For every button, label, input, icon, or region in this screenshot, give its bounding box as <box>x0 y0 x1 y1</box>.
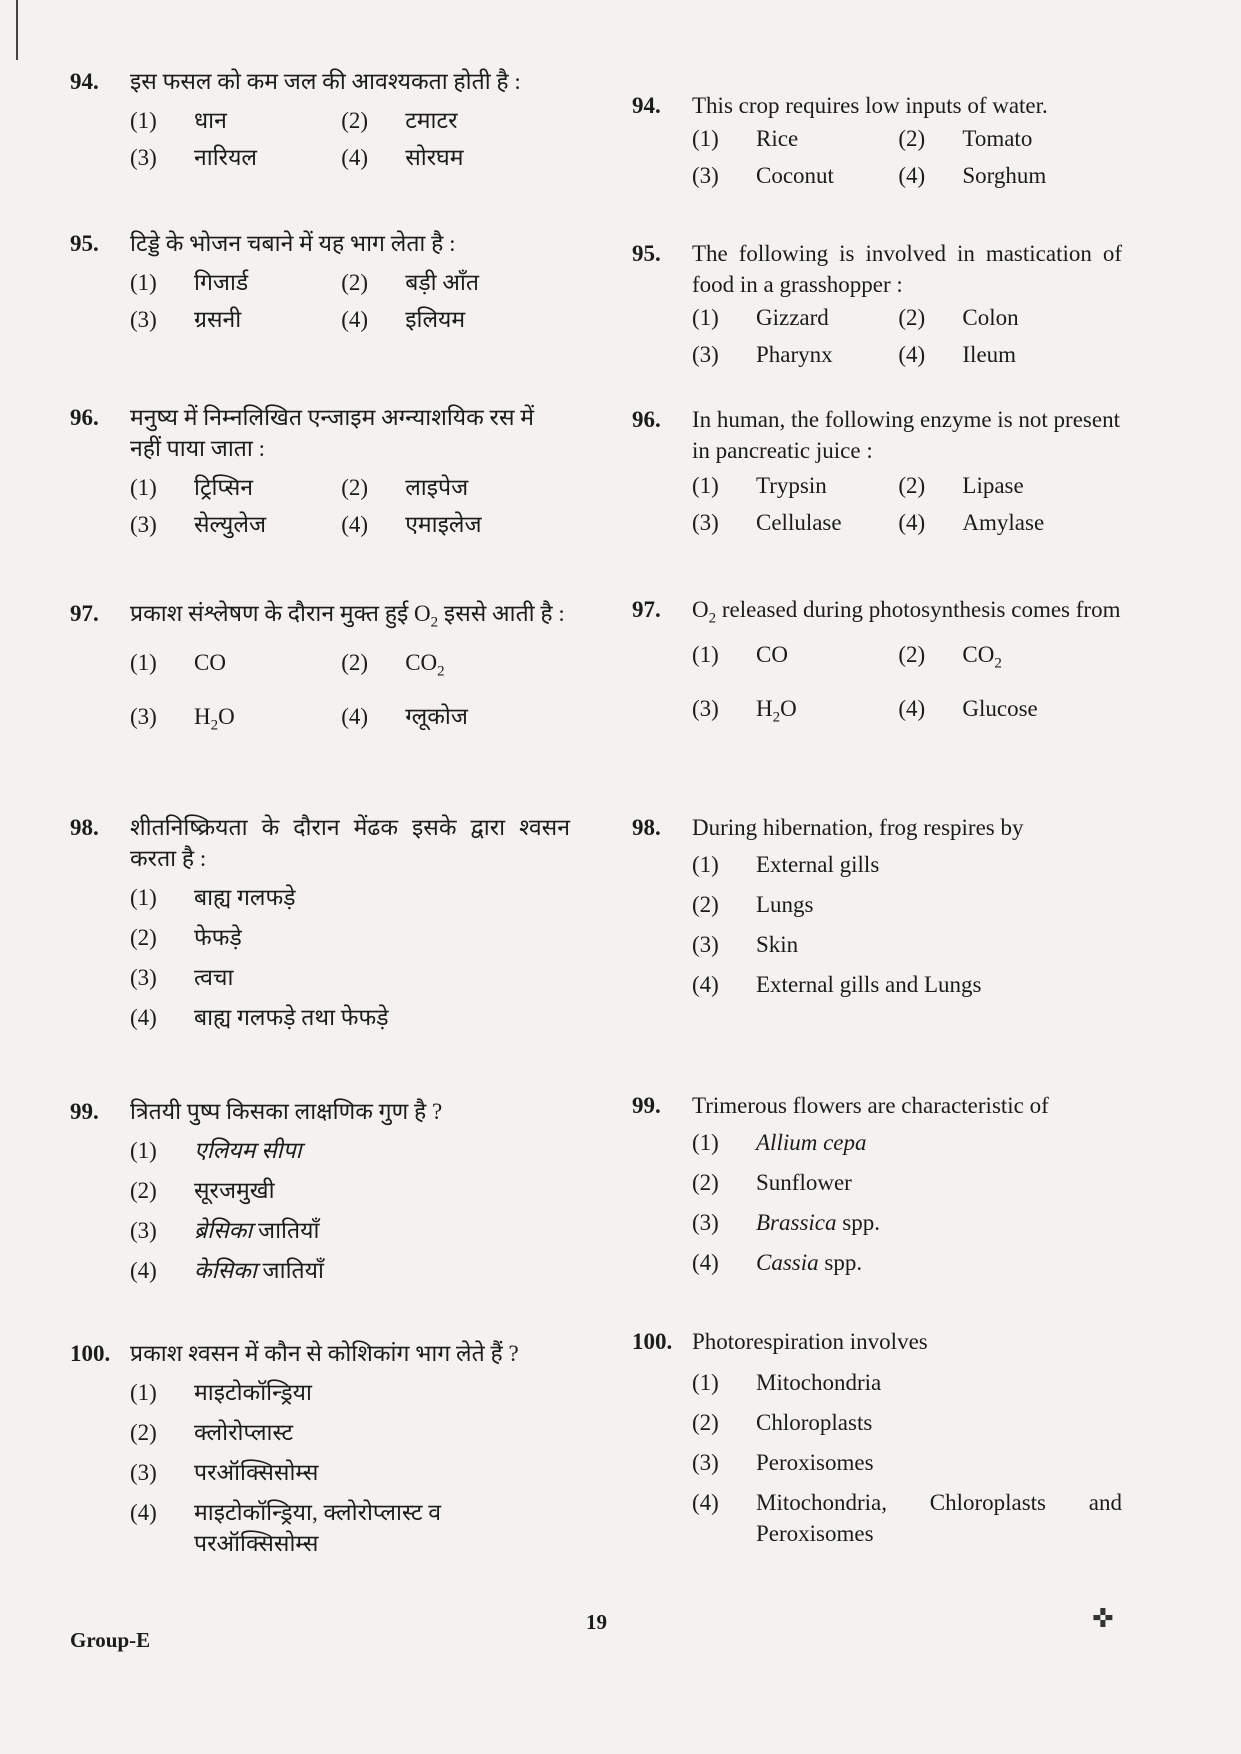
option-text <box>756 1247 862 1278</box>
options <box>692 639 1122 734</box>
option-label: (4) <box>692 1490 719 1515</box>
option-2[interactable] <box>898 639 1122 680</box>
option-text: Allium cepa <box>756 1130 867 1155</box>
option-1[interactable] <box>130 105 341 136</box>
option-text: Rice <box>756 126 799 151</box>
option-2[interactable] <box>130 1175 570 1206</box>
option-3[interactable] <box>130 509 341 540</box>
question-text: The following is involved in mastication of food in a grasshopper : <box>692 241 1122 297</box>
question-94-english <box>632 90 1122 191</box>
option-1[interactable] <box>130 1377 570 1408</box>
option-3[interactable] <box>130 701 341 742</box>
option-4[interactable] <box>692 1487 1122 1549</box>
option-3[interactable] <box>130 1215 570 1246</box>
option-2[interactable] <box>898 470 1122 501</box>
option-text: ट्रिप्सिन <box>194 475 254 500</box>
option-text: Amylase <box>962 510 1045 535</box>
option-label: (3) <box>130 1218 157 1243</box>
option-label: (2) <box>130 1420 157 1445</box>
subscript: 2 <box>772 709 781 726</box>
option-1[interactable] <box>692 1367 1122 1398</box>
option-2[interactable] <box>130 922 570 953</box>
option-label: (1) <box>130 885 157 910</box>
option-2[interactable] <box>898 302 1122 333</box>
option-text: Colon <box>962 305 1019 330</box>
option-text: ग्लूकोज <box>405 704 468 730</box>
option-label: (1) <box>130 108 157 133</box>
option-text: परऑक्सिसोम्स <box>194 1460 319 1485</box>
option-label: (2) <box>341 649 369 675</box>
subscript: 2 <box>210 717 219 734</box>
option-2[interactable] <box>898 123 1122 154</box>
option-text: फेफड़े <box>194 925 242 950</box>
question-95-hindi <box>70 228 570 335</box>
option-1[interactable] <box>692 470 898 501</box>
option-3[interactable] <box>692 1207 1122 1238</box>
option-text: माइटोकॉन्ड्रिया <box>194 1380 312 1405</box>
question-number: 99. <box>632 1093 661 1118</box>
option-text: External gills <box>756 852 880 877</box>
question-number: 96. <box>632 407 661 432</box>
subscript: 2 <box>430 614 439 631</box>
option-label: (2) <box>692 892 719 917</box>
question-number: 95. <box>632 241 661 266</box>
option-1[interactable] <box>130 1135 570 1166</box>
option-text: Sorghum <box>962 163 1047 188</box>
option-2[interactable] <box>341 647 570 688</box>
option-1[interactable] <box>692 123 898 154</box>
option-4[interactable] <box>341 509 570 540</box>
question-text: त्रितयी पुष्प किसका लाक्षणिक गुण है ? <box>130 1099 443 1124</box>
option-text: Mitochondria, Chloroplasts and Peroxisomes <box>756 1490 1122 1546</box>
question-text: टिड्डे के भोजन चबाने में यह भाग लेता है : <box>130 231 456 256</box>
option-text: गिजार्ड <box>194 270 249 295</box>
question-number: 100. <box>632 1329 673 1354</box>
option-label: (3) <box>692 932 719 957</box>
formula-part: O <box>780 696 797 722</box>
options <box>130 267 570 335</box>
option-text: सेल्युलेज <box>194 512 267 537</box>
option-text: सूरजमुखी <box>194 1178 275 1203</box>
question-98-english <box>632 812 1122 1009</box>
genus-name: Cassia <box>756 1250 819 1275</box>
option-1[interactable] <box>130 882 570 913</box>
question-95-english <box>632 238 1122 370</box>
option-text: Gizzard <box>756 305 829 330</box>
option-label: (3) <box>692 163 719 188</box>
question-text: During hibernation, frog respires by <box>692 815 1024 840</box>
options <box>130 472 570 540</box>
subscript: 2 <box>708 610 717 627</box>
question-94-hindi <box>70 66 570 173</box>
option-text: त्वचा <box>194 965 234 990</box>
option-1[interactable] <box>130 267 341 298</box>
option-4[interactable] <box>341 142 570 173</box>
option-label: (3) <box>130 512 157 537</box>
option-4[interactable] <box>341 701 570 742</box>
option-label: (3) <box>692 1450 719 1475</box>
options <box>692 1127 1122 1278</box>
formula-part: O <box>218 704 235 730</box>
option-label: (2) <box>341 475 369 500</box>
option-text: क्लोरोप्लास्ट <box>194 1420 294 1445</box>
option-text: Pharynx <box>756 342 833 367</box>
question-text: Trimerous flowers are characteristic of <box>692 1093 1049 1118</box>
option-label: (2) <box>692 1410 719 1435</box>
option-text: Cellulase <box>756 510 842 535</box>
options <box>692 1367 1122 1549</box>
option-text: बाह्य गलफड़े <box>194 885 296 910</box>
option-label: (4) <box>692 1250 719 1275</box>
option-text: Lipase <box>962 473 1024 498</box>
question-text: Photorespiration involves <box>692 1329 928 1354</box>
question-text: मनुष्य में निम्नलिखित एन्जाइम अग्न्याशयिक रस में नहीं पाया जाता : <box>130 405 535 461</box>
option-label: (2) <box>341 108 369 133</box>
question-number: 98. <box>70 815 99 840</box>
option-4[interactable] <box>692 1247 1122 1278</box>
option-4[interactable] <box>130 1255 570 1286</box>
question-98-hindi <box>70 812 570 1042</box>
genus-name: केसिका <box>194 1258 257 1283</box>
option-label: (3) <box>130 704 157 730</box>
option-1[interactable] <box>130 472 341 503</box>
option-text: इलियम <box>405 307 466 332</box>
option-text: एलियम सीपा <box>194 1138 302 1163</box>
question-100-english <box>632 1326 1122 1558</box>
option-3[interactable] <box>692 929 1122 960</box>
subscript: 2 <box>994 655 1002 672</box>
subscript: 2 <box>437 663 445 680</box>
question-96-english <box>632 404 1122 538</box>
option-2[interactable] <box>341 105 570 136</box>
option-text <box>194 701 235 742</box>
group-label: Group-E <box>70 1628 151 1652</box>
plus-cross-icon: ✜ <box>1092 1604 1114 1633</box>
option-label: (2) <box>130 1178 157 1203</box>
option-text-rest: spp. <box>818 1250 863 1275</box>
option-4[interactable] <box>341 304 570 335</box>
option-text: टमाटर <box>405 108 458 133</box>
option-text <box>756 1207 880 1238</box>
question-text-part: released during photosynthesis comes from <box>716 597 1121 622</box>
option-text: Tomato <box>962 126 1033 151</box>
option-1[interactable] <box>130 647 341 688</box>
option-text: Skin <box>756 932 799 957</box>
option-text <box>962 639 1001 680</box>
options <box>130 1135 570 1286</box>
option-3[interactable] <box>130 142 341 173</box>
option-label: (1) <box>130 270 157 295</box>
options <box>130 882 570 1033</box>
option-label: (3) <box>130 145 157 170</box>
option-label: (1) <box>130 475 157 500</box>
option-label: (4) <box>341 307 369 332</box>
question-text-part: प्रकाश संश्लेषण के दौरान मुक्त हुई O <box>130 601 431 626</box>
option-label: (4) <box>130 1258 157 1283</box>
option-label: (2) <box>130 925 157 950</box>
option-label: (1) <box>130 649 157 675</box>
option-text: External gills and Lungs <box>756 972 982 997</box>
option-3[interactable] <box>692 160 898 191</box>
options <box>130 647 570 742</box>
formula-part: H <box>756 696 773 722</box>
option-label: (1) <box>692 1130 719 1155</box>
question-number: 97. <box>632 597 661 622</box>
option-4[interactable] <box>898 507 1122 538</box>
option-text: Peroxisomes <box>756 1450 874 1475</box>
option-text: CO <box>194 649 226 675</box>
question-97-hindi <box>70 598 570 742</box>
option-text: Glucose <box>962 696 1038 722</box>
option-3[interactable] <box>130 962 570 993</box>
option-2[interactable] <box>692 1407 1122 1438</box>
question-number: 97. <box>70 601 99 626</box>
option-text: लाइपेज <box>405 475 469 500</box>
question-text: शीतनिष्क्रियता के दौरान मेंढक इसके द्वारा श्वसन करता है : <box>130 815 570 871</box>
option-text <box>756 693 797 734</box>
option-label: (4) <box>130 1005 157 1030</box>
question-96-hindi <box>70 402 570 540</box>
question-text-part: O <box>692 597 709 622</box>
question-number: 95. <box>70 231 99 256</box>
option-label: (4) <box>898 510 926 535</box>
options <box>692 470 1122 538</box>
option-text: नारियल <box>194 145 258 170</box>
question-text: इस फसल को कम जल की आवश्यकता होती है : <box>130 69 521 94</box>
option-1[interactable] <box>692 639 898 680</box>
question-text-part: इससे आती है : <box>438 601 565 626</box>
option-text: Chloroplasts <box>756 1410 873 1435</box>
option-3[interactable] <box>130 304 341 335</box>
option-text: सोरघम <box>405 145 464 170</box>
page-number: 19 <box>586 1610 607 1634</box>
option-label: (3) <box>130 307 157 332</box>
question-number: 94. <box>632 93 661 118</box>
option-text: CO <box>756 641 788 667</box>
option-label: (2) <box>898 126 926 151</box>
option-text: Ileum <box>962 342 1017 367</box>
option-label: (4) <box>898 696 926 722</box>
question-text <box>130 598 570 639</box>
option-text: बड़ी आँत <box>405 270 479 295</box>
option-text: धान <box>194 108 227 133</box>
option-text: Mitochondria <box>756 1370 882 1395</box>
options <box>130 105 570 173</box>
option-label: (4) <box>898 342 926 367</box>
option-2[interactable] <box>692 889 1122 920</box>
question-text: This crop requires low inputs of water. <box>692 93 1048 118</box>
option-label: (2) <box>898 305 926 330</box>
option-2[interactable] <box>341 472 570 503</box>
option-label: (1) <box>130 1138 157 1163</box>
option-3[interactable] <box>692 693 898 734</box>
option-text: एमाइलेज <box>405 512 482 537</box>
option-text: ग्रसनी <box>194 307 242 332</box>
genus-name: ब्रेसिका <box>194 1218 253 1243</box>
option-label: (3) <box>692 696 719 722</box>
option-text-rest: जातियाँ <box>256 1258 324 1283</box>
option-label: (1) <box>692 126 719 151</box>
option-label: (4) <box>341 512 369 537</box>
question-number: 96. <box>70 405 99 430</box>
question-number: 94. <box>70 69 99 94</box>
option-text: माइटोकॉन्ड्रिया, क्लोरोप्लास्ट व परऑक्सिसोम्स <box>194 1500 442 1556</box>
formula-part: CO <box>962 641 995 667</box>
option-2[interactable] <box>692 1167 1122 1198</box>
options <box>692 123 1122 191</box>
option-text: Trypsin <box>756 473 827 498</box>
option-3[interactable] <box>130 1457 570 1488</box>
formula-part: CO <box>405 649 438 675</box>
option-text: Sunflower <box>756 1170 852 1195</box>
question-number: 98. <box>632 815 661 840</box>
option-label: (3) <box>692 342 719 367</box>
option-1[interactable] <box>692 1127 1122 1158</box>
option-label: (1) <box>692 473 719 498</box>
option-4[interactable] <box>130 1002 570 1033</box>
option-2[interactable] <box>130 1417 570 1448</box>
option-label: (4) <box>692 972 719 997</box>
option-label: (2) <box>341 270 369 295</box>
option-text: Lungs <box>756 892 814 917</box>
option-label: (2) <box>898 473 926 498</box>
option-1[interactable] <box>692 849 1122 880</box>
question-99-hindi <box>70 1096 570 1295</box>
option-label: (1) <box>692 305 719 330</box>
option-1[interactable] <box>692 302 898 333</box>
option-label: (3) <box>692 1210 719 1235</box>
question-text: In human, the following enzyme is not present in pancreatic juice : <box>692 407 1120 463</box>
question-text <box>692 594 1122 635</box>
options <box>130 1377 570 1559</box>
option-label: (4) <box>130 1500 157 1525</box>
genus-name: Brassica <box>756 1210 837 1235</box>
question-99-english <box>632 1090 1122 1287</box>
option-4[interactable] <box>898 693 1122 734</box>
option-text: Coconut <box>756 163 834 188</box>
option-4[interactable] <box>898 339 1122 370</box>
question-text: प्रकाश श्वसन में कौन से कोशिकांग भाग लेते हैं ? <box>130 1341 519 1366</box>
option-4[interactable] <box>130 1497 570 1559</box>
page-edge-mark <box>16 0 18 60</box>
option-label: (4) <box>898 163 926 188</box>
option-label: (2) <box>898 641 926 667</box>
option-3[interactable] <box>692 507 898 538</box>
question-97-english <box>632 594 1122 734</box>
options <box>692 849 1122 1000</box>
option-label: (2) <box>692 1170 719 1195</box>
option-label: (1) <box>692 852 719 877</box>
question-number: 99. <box>70 1099 99 1124</box>
option-text-rest: जातियाँ <box>252 1218 320 1243</box>
option-text-rest: spp. <box>836 1210 880 1235</box>
formula-part: H <box>194 704 211 730</box>
option-label: (4) <box>341 704 369 730</box>
option-3[interactable] <box>692 339 898 370</box>
question-100-hindi <box>70 1338 570 1568</box>
option-label: (1) <box>692 641 719 667</box>
option-2[interactable] <box>341 267 570 298</box>
option-label: (1) <box>692 1370 719 1395</box>
option-text: बाह्य गलफड़े तथा फेफड़े <box>194 1005 389 1030</box>
option-label: (3) <box>130 965 157 990</box>
option-text <box>194 1255 324 1286</box>
option-3[interactable] <box>692 1447 1122 1478</box>
option-text <box>194 1215 319 1246</box>
option-label: (1) <box>130 1380 157 1405</box>
option-label: (3) <box>130 1460 157 1485</box>
option-4[interactable] <box>898 160 1122 191</box>
options <box>692 302 1122 370</box>
option-4[interactable] <box>692 969 1122 1000</box>
question-number: 100. <box>70 1341 111 1366</box>
option-label: (3) <box>692 510 719 535</box>
option-label: (4) <box>341 145 369 170</box>
option-text <box>405 647 444 688</box>
